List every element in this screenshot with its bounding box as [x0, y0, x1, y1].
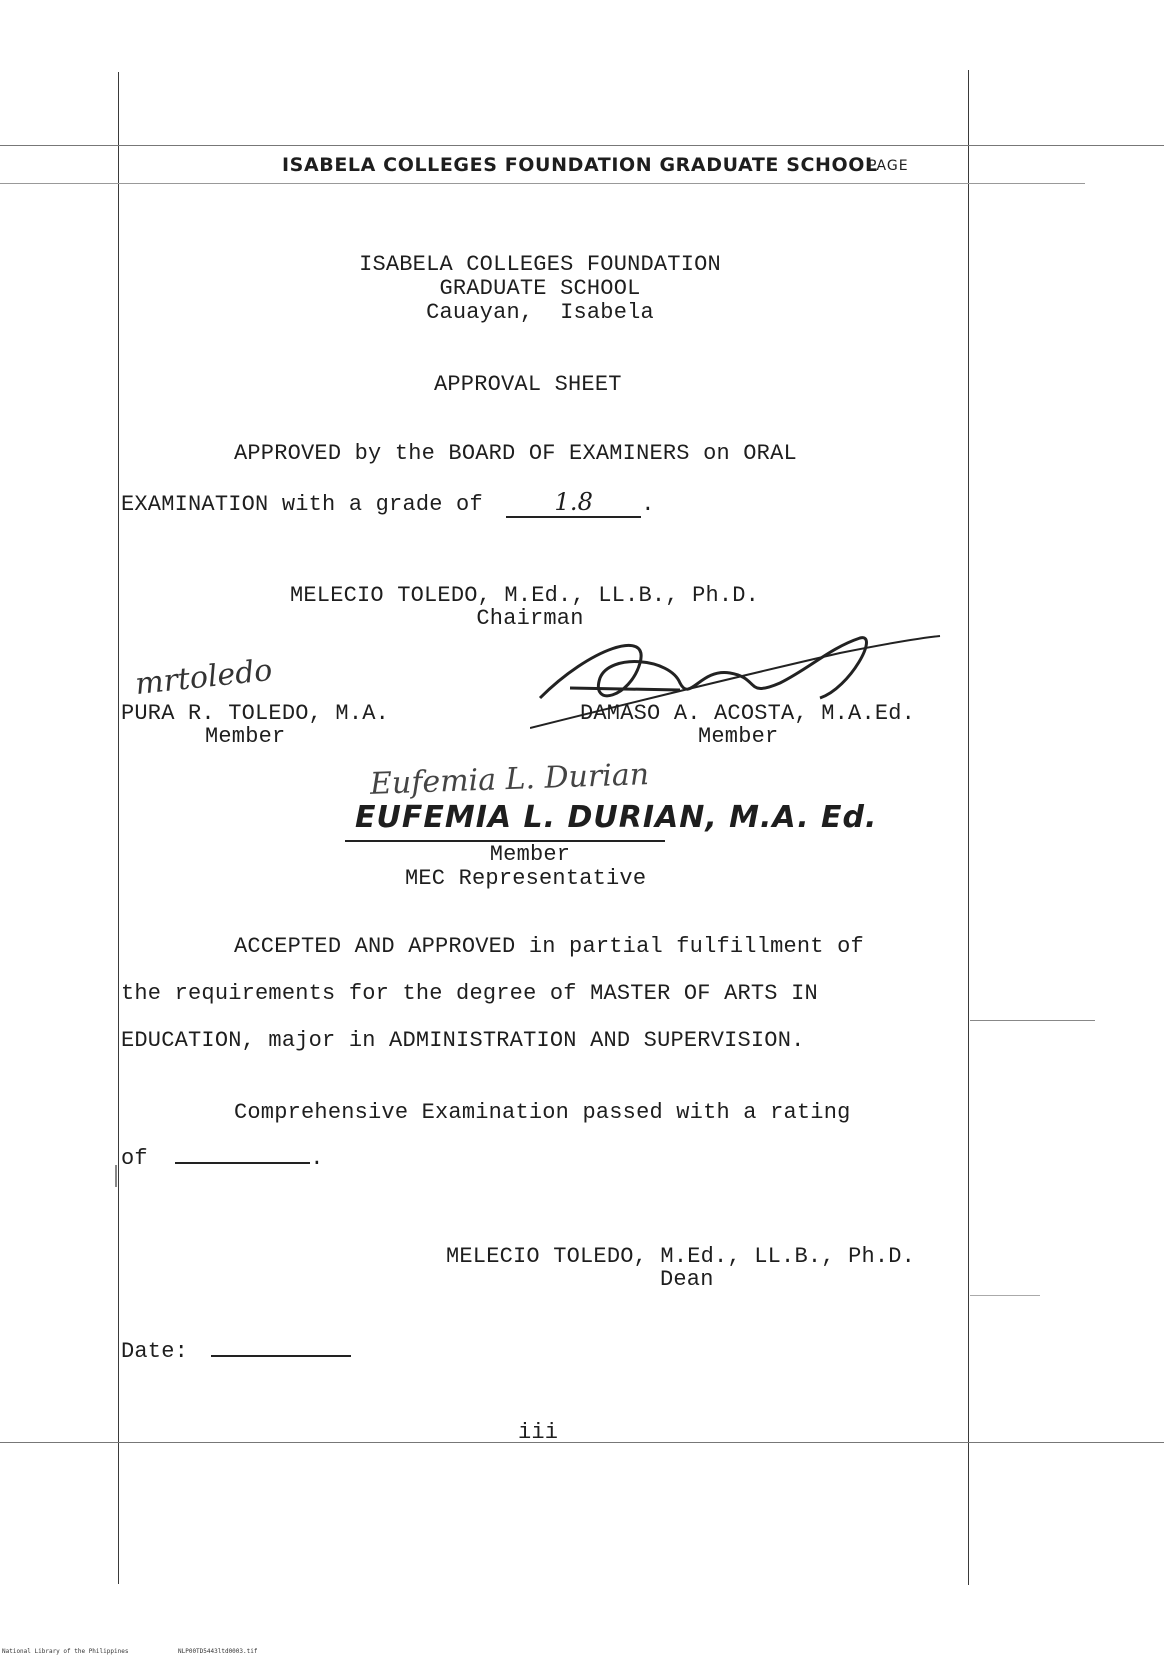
- comprehensive-line-2: [121, 1146, 324, 1171]
- school-location: Cauayan, Isabela: [426, 300, 654, 325]
- page-number: iii: [518, 1420, 559, 1445]
- right-margin-tick: [970, 1295, 1040, 1296]
- bottom-rule: [0, 1442, 1164, 1443]
- footer-right: NLP00TD5443ltd0003.tif: [178, 1648, 258, 1655]
- oral-exam-prefix: EXAMINATION with a grade of: [121, 492, 483, 517]
- date-line: [121, 1339, 351, 1364]
- oral-exam-grade: 1.8: [506, 488, 641, 518]
- school-name: GRADUATE SCHOOL: [439, 276, 641, 301]
- running-header: ISABELA COLLEGES FOUNDATION GRADUATE SCHOOL: [282, 154, 878, 176]
- comprehensive-line-1: Comprehensive Examination passed with a rating: [234, 1100, 851, 1125]
- member-center-stamped-name: EUFEMIA L. DURIAN, M.A. Ed.: [355, 800, 878, 835]
- member-left-role: Member: [205, 724, 286, 749]
- dean-name: MELECIO TOLEDO, M.Ed., LL.B., Ph.D.: [446, 1244, 916, 1269]
- member-right-name: DAMASO A. ACOSTA, M.A.Ed.: [580, 701, 916, 726]
- frame-left-rule: [118, 72, 119, 1584]
- header-bottom-rule: [0, 183, 1085, 184]
- comprehensive-prefix: of: [121, 1146, 148, 1171]
- frame-right-rule: [968, 70, 969, 1585]
- oral-exam-period: .: [641, 492, 655, 517]
- chairman-role: Chairman: [476, 606, 584, 631]
- comprehensive-rating-blank: [175, 1162, 310, 1164]
- member-center-role: Member: [489, 842, 571, 867]
- page-title: APPROVAL SHEET: [434, 372, 622, 397]
- member-center-signature: Eufemia L. Durian: [369, 757, 650, 802]
- comprehensive-period: .: [310, 1146, 324, 1171]
- header-top-rule: [0, 145, 1164, 146]
- left-margin-mark: [115, 1165, 117, 1187]
- acceptance-line-1: ACCEPTED AND APPROVED in partial fulfillment of: [234, 934, 864, 959]
- date-label: Date:: [121, 1339, 189, 1364]
- member-right-role: Member: [698, 724, 779, 749]
- member-left-name: PURA R. TOLEDO, M.A.: [121, 701, 390, 726]
- acceptance-line-2: the requirements for the degree of MASTER OF ARTS IN: [121, 981, 818, 1006]
- institution-name: ISABELA COLLEGES FOUNDATION: [359, 252, 721, 277]
- page-label: PAGE: [868, 158, 909, 174]
- acceptance-line-3: EDUCATION, major in ADMINISTRATION AND SUPERVISION.: [121, 1028, 805, 1053]
- member-center-role-2: MEC Representative: [405, 866, 647, 891]
- oral-exam-line-1: APPROVED by the BOARD OF EXAMINERS on ORAL: [234, 441, 797, 466]
- date-blank: [211, 1355, 351, 1357]
- right-margin-tick: [970, 1020, 1095, 1021]
- dean-role: Dean: [660, 1267, 714, 1292]
- footer-left: National Library of the Philippines: [2, 1648, 129, 1655]
- member-left-signature: mrtoledo: [133, 652, 274, 703]
- oral-exam-line-2: [121, 488, 655, 518]
- chairman-name: MELECIO TOLEDO, M.Ed., LL.B., Ph.D.: [290, 583, 760, 608]
